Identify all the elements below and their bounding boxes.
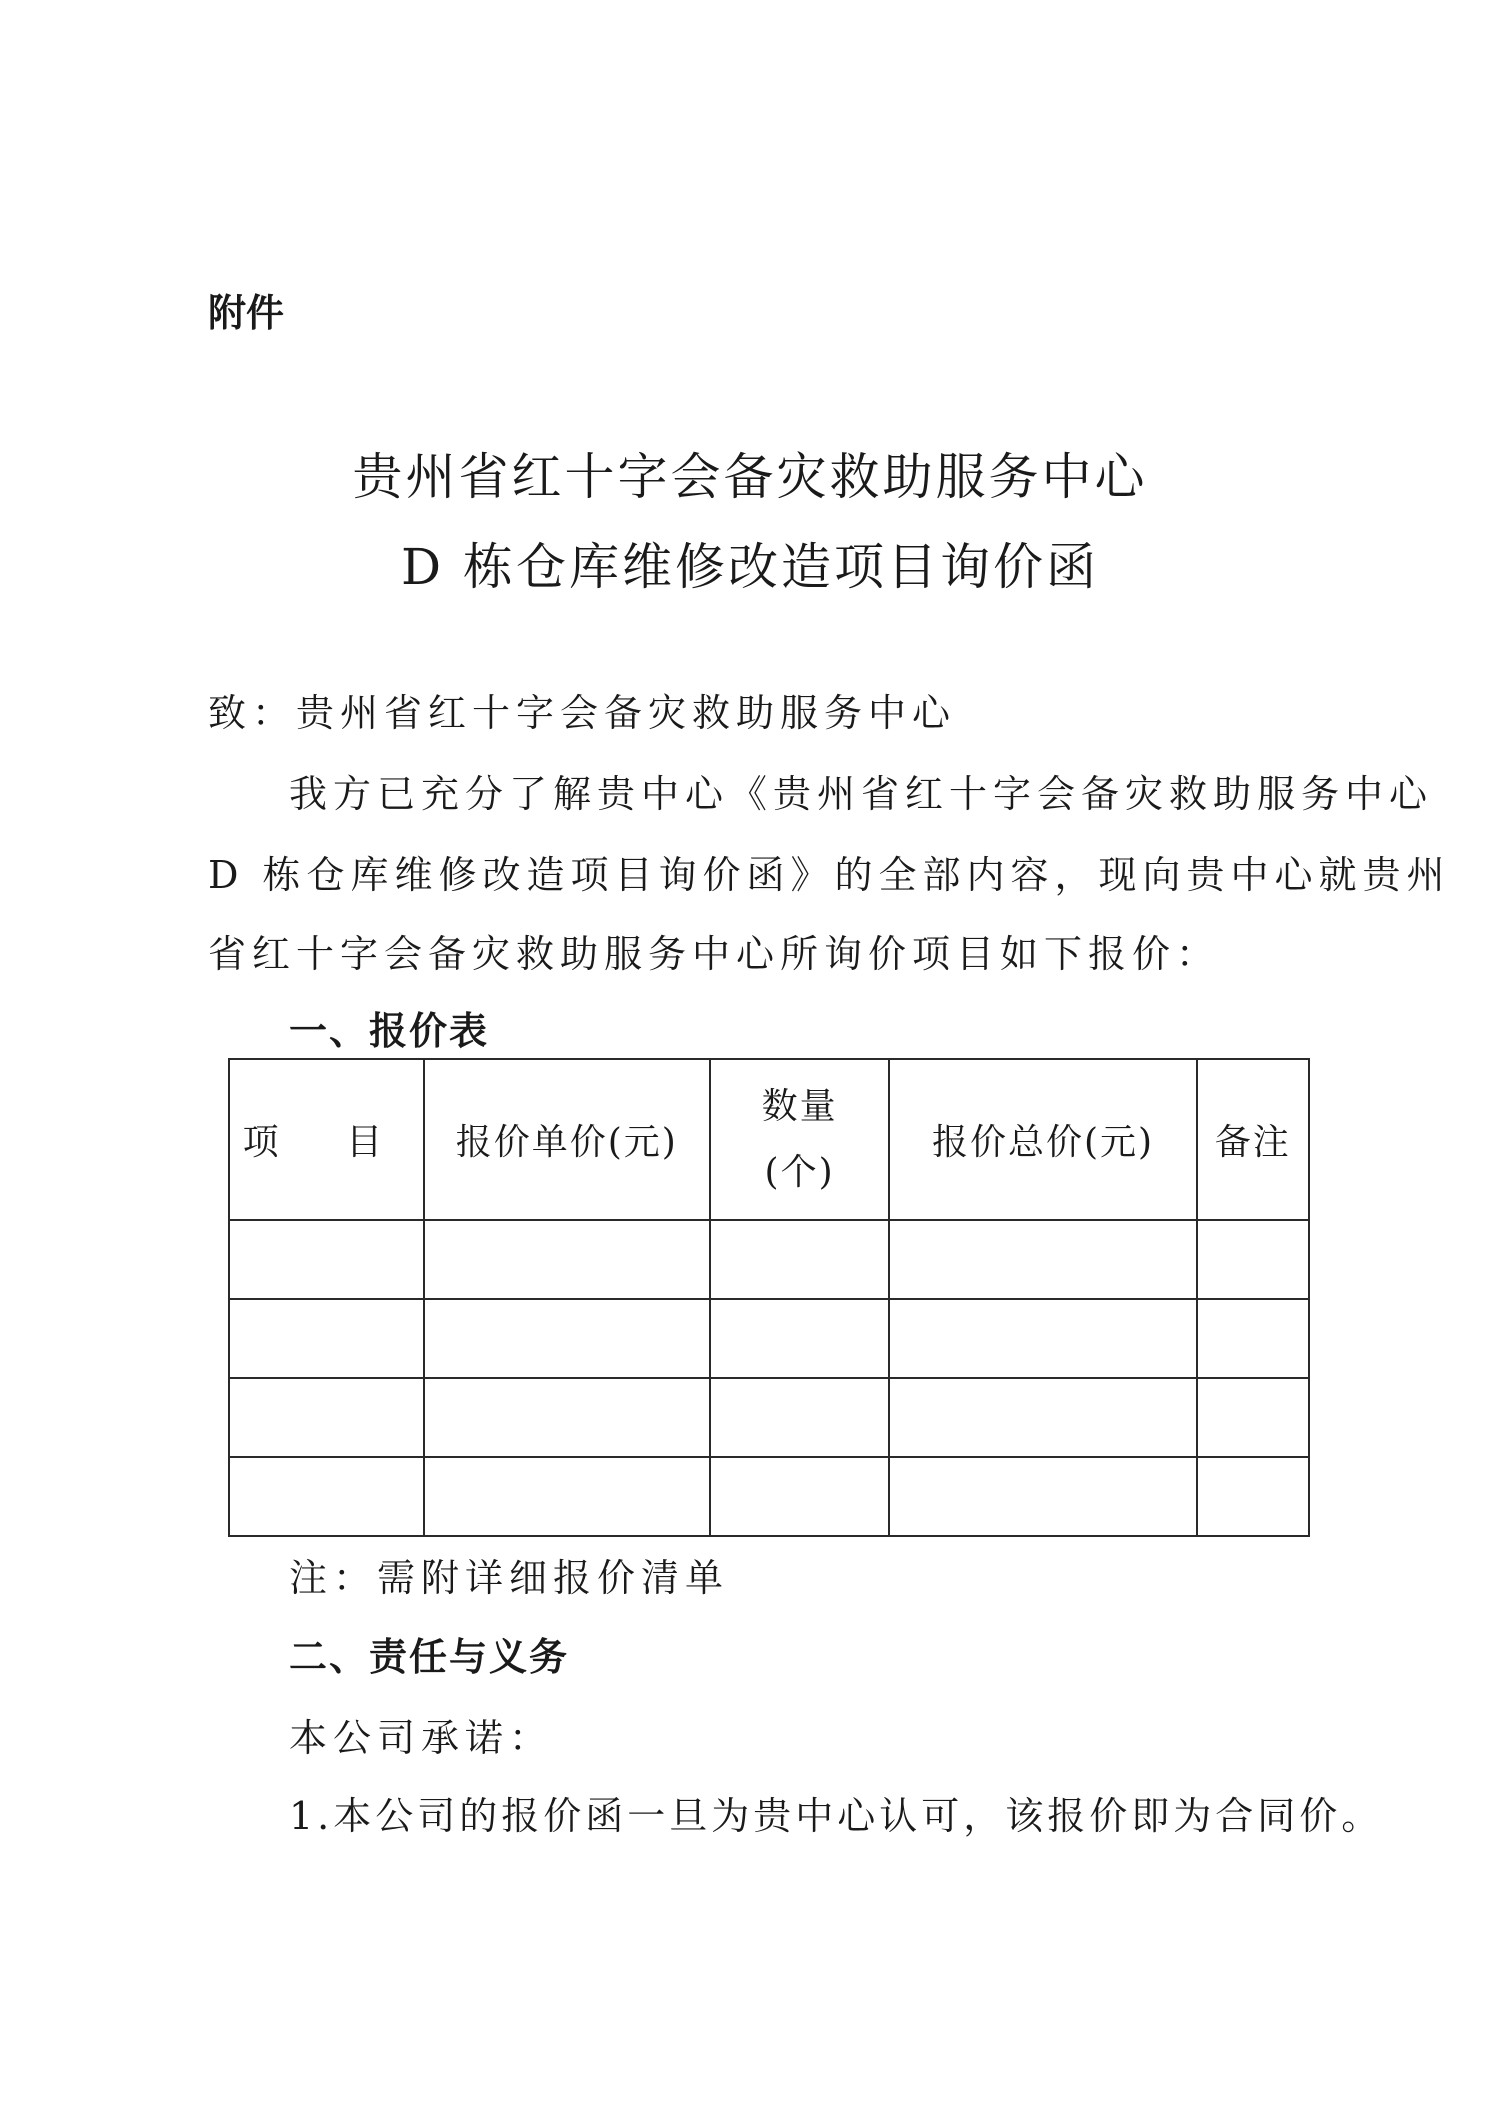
table-header-row	[229, 1059, 1309, 1220]
table-cell	[889, 1220, 1196, 1299]
section1-heading: 一、报价表	[289, 1009, 490, 1053]
table-cell	[1197, 1457, 1309, 1536]
attachment-label: 附件	[208, 291, 285, 335]
paragraph-line-3: 省红十字会备灾救助服务中心所询价项目如下报价：	[208, 932, 1221, 976]
document-title-line1: 贵州省红十字会备灾救助服务中心	[352, 448, 1148, 506]
section2-heading: 二、责任与义务	[289, 1635, 570, 1679]
commitment-item-1: 1.本公司的报价函一旦为贵中心认可，该报价即为合同价。	[289, 1794, 1384, 1838]
table-cell	[229, 1220, 424, 1299]
table-cell	[710, 1299, 890, 1378]
table-cell	[229, 1457, 424, 1536]
table-cell	[710, 1457, 890, 1536]
table-cell	[889, 1299, 1196, 1378]
addressee: 致：贵州省红十字会备灾救助服务中心	[208, 691, 957, 735]
table-cell	[424, 1220, 710, 1299]
header-item: 项 目	[229, 1059, 424, 1220]
header-total-price: 报价总价(元)	[889, 1059, 1196, 1220]
table-cell	[1197, 1220, 1309, 1299]
commitment-intro: 本公司承诺：	[289, 1716, 554, 1760]
table-row	[229, 1378, 1309, 1457]
table-note: 注：需附详细报价清单	[289, 1556, 730, 1600]
table-cell	[1197, 1299, 1309, 1378]
header-unit-price: 报价单价(元)	[424, 1059, 710, 1220]
paragraph-line-1: 我方已充分了解贵中心《贵州省红十字会备灾救助服务中心	[289, 772, 1434, 816]
table-cell	[229, 1299, 424, 1378]
table-row	[229, 1457, 1309, 1536]
table-cell	[1197, 1378, 1309, 1457]
table-cell	[424, 1299, 710, 1378]
table-cell	[889, 1378, 1196, 1457]
table-row	[229, 1220, 1309, 1299]
quote-table	[228, 1058, 1310, 1537]
header-quantity-line1: 数量	[761, 1085, 838, 1127]
table-cell	[229, 1378, 424, 1457]
table-cell	[424, 1378, 710, 1457]
table-cell	[889, 1457, 1196, 1536]
header-quantity-line2: (个)	[764, 1151, 835, 1193]
table-cell	[710, 1378, 890, 1457]
table-cell	[424, 1457, 710, 1536]
header-quantity	[710, 1059, 890, 1220]
header-remarks: 备注	[1197, 1059, 1309, 1220]
document-title-line2: D 栋仓库维修改造项目询价函	[401, 538, 1099, 596]
paragraph-line-2: D 栋仓库维修改造项目询价函》的全部内容，现向贵中心就贵州	[208, 853, 1451, 897]
table-cell	[710, 1220, 890, 1299]
table-row	[229, 1299, 1309, 1378]
